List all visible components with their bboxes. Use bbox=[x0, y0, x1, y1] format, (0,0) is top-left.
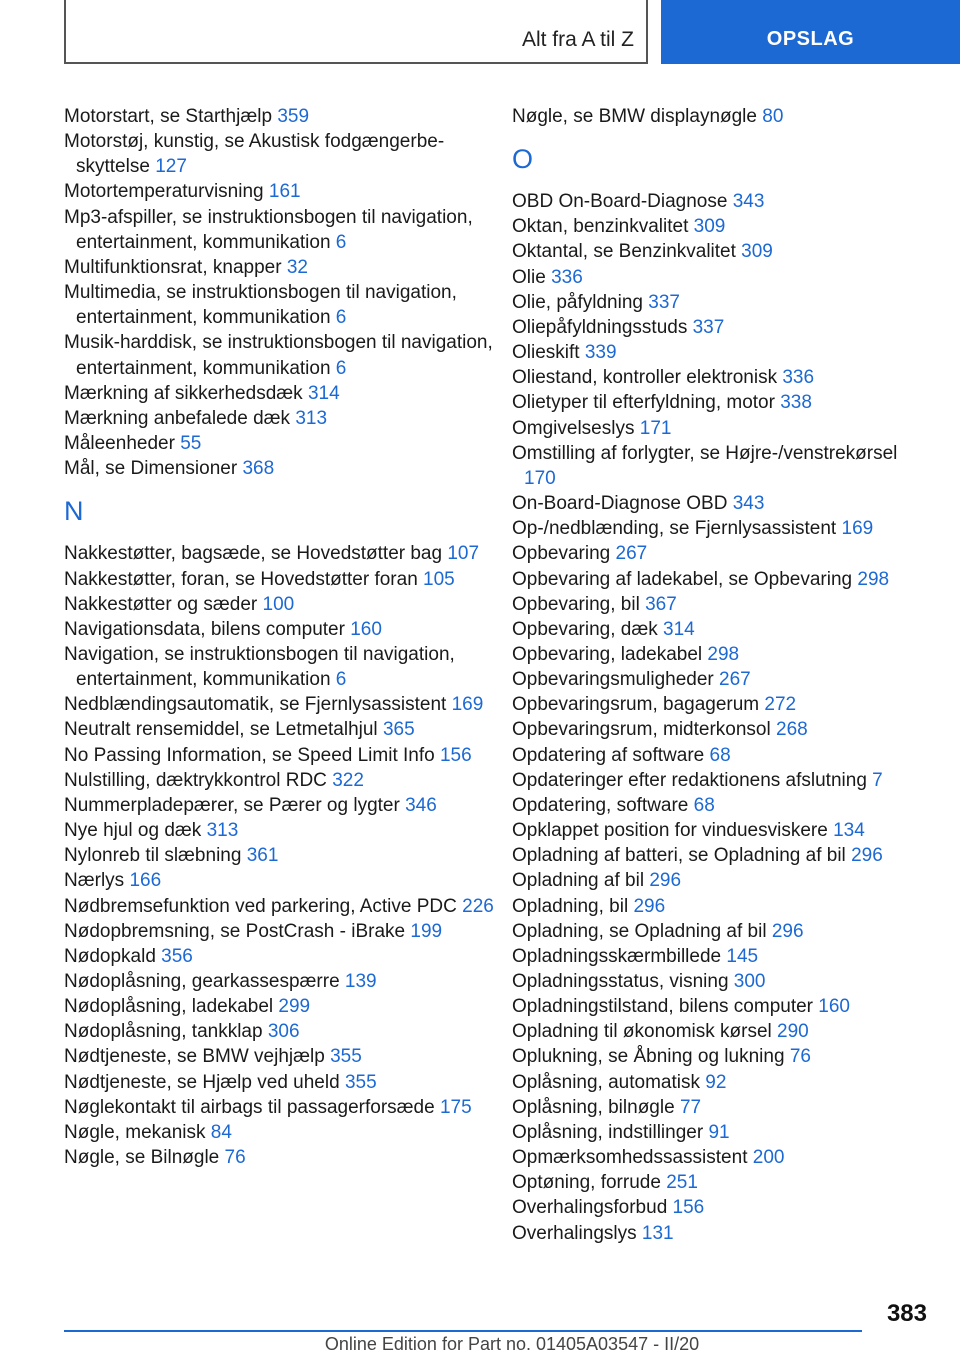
header-title-box bbox=[64, 0, 648, 64]
index-entry-text: Multimedia, se instruktionsbogen til navigation, entertainment, kommunikation bbox=[64, 282, 457, 329]
index-entry bbox=[64, 330, 504, 380]
index-entry bbox=[512, 793, 912, 818]
index-entry bbox=[64, 919, 504, 944]
index-entry bbox=[512, 768, 912, 793]
index-entry-text: Olietyper til efterfyldning, motor bbox=[512, 392, 775, 414]
page-reference-link[interactable]: 306 bbox=[267, 1021, 300, 1043]
page-reference-link[interactable]: 107 bbox=[447, 543, 480, 565]
page-reference-link[interactable]: 199 bbox=[410, 920, 443, 942]
index-entry bbox=[512, 1145, 912, 1170]
index-entry-text: Nøgle, se BMW displaynøgle bbox=[512, 106, 757, 127]
index-entry bbox=[64, 1145, 504, 1170]
index-entry bbox=[512, 491, 912, 516]
index-entry-text: Opbevaringsrum, bagagerum bbox=[512, 694, 760, 716]
index-entry-text: Nulstilling, dæktrykkontrol RDC bbox=[64, 769, 327, 791]
index-entry-text: Oplåsning, bilnøgle bbox=[512, 1096, 675, 1118]
index-entry bbox=[64, 431, 504, 456]
index-entry bbox=[64, 129, 504, 179]
page-reference-link[interactable]: 76 bbox=[224, 1147, 246, 1169]
index-entry-text: On-Board-Diagnose OBD bbox=[512, 493, 728, 515]
page-reference-link[interactable]: 251 bbox=[666, 1172, 698, 1194]
index-entry bbox=[512, 743, 912, 768]
page-reference-link[interactable]: 139 bbox=[344, 971, 377, 992]
index-entry-text: Mp3-afspiller, se instruktionsbogen til navigation, entertainment, kommunikation bbox=[64, 206, 473, 253]
page-reference-link[interactable]: 68 bbox=[693, 794, 715, 816]
index-entry-text: Opmærksomhedssassistent bbox=[512, 1147, 748, 1169]
index-entry bbox=[512, 239, 912, 264]
index-entry bbox=[512, 944, 912, 969]
index-entry-text: Opdatering af software bbox=[512, 744, 705, 766]
index-entry-text: Nødtjeneste, se BMW vejhjælp bbox=[64, 1046, 325, 1068]
index-entry-text: Mærkning anbefalede dæk bbox=[64, 407, 291, 429]
index-entry-text: Omgivelseslys bbox=[512, 417, 635, 439]
page-reference-link[interactable]: 356 bbox=[161, 945, 193, 967]
page-reference-link[interactable]: 300 bbox=[733, 971, 766, 992]
page-reference-link[interactable]: 84 bbox=[210, 1121, 232, 1143]
page-reference-link[interactable]: 55 bbox=[180, 433, 202, 455]
index-entry-text: Nøgle, mekanisk bbox=[64, 1121, 206, 1143]
page-reference-link[interactable]: 32 bbox=[286, 256, 308, 278]
index-entry-text: Musik-harddisk, se instruktionsbogen til navigation, entertainment, kommunikation bbox=[64, 332, 493, 379]
page-reference-link[interactable]: 267 bbox=[615, 543, 648, 565]
index-entry bbox=[512, 919, 912, 944]
index-entry bbox=[64, 1044, 504, 1069]
index-entry bbox=[64, 994, 504, 1019]
index-entry bbox=[64, 969, 504, 994]
section-letter: N bbox=[64, 496, 84, 527]
index-entry bbox=[512, 1221, 912, 1246]
index-entry-text: Opladning af batteri, se Opladning af bil bbox=[512, 845, 846, 867]
index-entry bbox=[512, 1195, 912, 1220]
page-reference-link[interactable]: 134 bbox=[833, 820, 865, 842]
index-entry-text: Oplåsning, indstillinger bbox=[512, 1121, 704, 1143]
page-reference-link[interactable]: 338 bbox=[780, 392, 812, 414]
section-letter: O bbox=[512, 144, 534, 175]
page-reference-link[interactable]: 314 bbox=[307, 382, 340, 404]
index-entry bbox=[512, 617, 912, 642]
page-reference-link[interactable]: 296 bbox=[851, 845, 883, 867]
page-reference-link[interactable]: 296 bbox=[633, 895, 666, 917]
index-entry bbox=[512, 1070, 912, 1095]
page-reference-link[interactable]: 175 bbox=[439, 1096, 472, 1118]
index-entry bbox=[64, 843, 504, 868]
index-entry-text: No Passing Information, se Speed Limit Info bbox=[64, 744, 435, 766]
index-entry bbox=[64, 894, 504, 919]
index-entry-text: Nøgle, se Bilnøgle bbox=[64, 1147, 220, 1169]
page-reference-link[interactable]: 131 bbox=[641, 1222, 674, 1244]
page-reference-link[interactable]: 6 bbox=[335, 357, 347, 379]
page-reference-link[interactable]: 355 bbox=[344, 1071, 377, 1093]
index-entry-text: Oliepåfyldningsstuds bbox=[512, 316, 688, 338]
page-reference-link[interactable]: 296 bbox=[649, 870, 682, 892]
header-title: Alt fra A til Z bbox=[521, 28, 634, 51]
page-reference-link[interactable]: 337 bbox=[692, 316, 725, 338]
index-entry bbox=[64, 381, 504, 406]
index-entry bbox=[512, 441, 912, 491]
page-reference-link[interactable]: 6 bbox=[335, 669, 347, 691]
index-entry bbox=[512, 541, 912, 566]
index-entry-text: Nakkestøtter, foran, se Hovedstøtter foran bbox=[64, 568, 418, 590]
index-entry bbox=[64, 280, 504, 330]
index-entry-text: Nødoplåsning, tankklap bbox=[64, 1021, 263, 1043]
index-entry-text: Opladningsstatus, visning bbox=[512, 971, 729, 992]
index-entry-text: Opbevaring, ladekabel bbox=[512, 643, 703, 665]
index-entry bbox=[512, 214, 912, 239]
index-entry-text: Nødopkald bbox=[64, 945, 156, 967]
footer-divider bbox=[64, 1330, 862, 1332]
page-reference-link[interactable]: 299 bbox=[278, 996, 311, 1018]
index-entry bbox=[512, 667, 912, 692]
page-reference-link[interactable]: 298 bbox=[857, 568, 890, 590]
page-reference-link[interactable]: 314 bbox=[663, 618, 695, 640]
page-reference-link[interactable]: 156 bbox=[439, 744, 472, 766]
page-reference-link[interactable]: 322 bbox=[332, 769, 364, 791]
page-reference-link[interactable]: 361 bbox=[246, 845, 279, 867]
index-entry-text: Navigationsdata, bilens computer bbox=[64, 618, 345, 640]
page-reference-link[interactable]: 267 bbox=[719, 669, 751, 691]
index-entry bbox=[64, 592, 504, 617]
page-reference-link[interactable]: 359 bbox=[277, 106, 310, 127]
index-entry-text: Opladning, bil bbox=[512, 895, 629, 917]
index-entry bbox=[512, 868, 912, 893]
index-entry bbox=[512, 692, 912, 717]
index-entry-text: Opbevaring bbox=[512, 543, 611, 565]
index-entry-text: Nødbremsefunktion ved parkering, Active PDC bbox=[64, 895, 457, 917]
index-entry bbox=[64, 541, 504, 566]
page-reference-link[interactable]: 339 bbox=[584, 342, 617, 364]
page-reference-link[interactable]: 6 bbox=[335, 307, 347, 329]
index-entry bbox=[64, 868, 504, 893]
index-entry bbox=[64, 818, 504, 843]
tab-opslag-label: OPSLAG bbox=[766, 28, 855, 50]
index-entry-text: Opladningsskærmbillede bbox=[512, 945, 722, 967]
index-entry-text: Opbevaringsrum, midterkonsol bbox=[512, 719, 771, 741]
page-reference-link[interactable]: 145 bbox=[726, 945, 759, 967]
index-entry-text: Overhalingslys bbox=[512, 1222, 637, 1244]
index-entry-text: Måleenheder bbox=[64, 433, 175, 455]
page-reference-link[interactable]: 166 bbox=[129, 870, 162, 892]
index-entry-text: Nødtjeneste, se Hjælp ved uheld bbox=[64, 1071, 340, 1093]
index-entry-text: Nakkestøtter, bagsæde, se Hovedstøtter bag bbox=[64, 543, 443, 565]
index-entry bbox=[512, 189, 912, 214]
index-entry-text: Opladningstilstand, bilens computer bbox=[512, 996, 814, 1018]
index-entry-text: Opladning, se Opladning af bil bbox=[512, 920, 767, 942]
page-reference-link[interactable]: 91 bbox=[708, 1121, 730, 1143]
index-entry bbox=[64, 692, 504, 717]
page-reference-link[interactable]: 272 bbox=[764, 694, 797, 716]
index-entry bbox=[512, 315, 912, 340]
page-reference-link[interactable]: 169 bbox=[451, 694, 484, 716]
index-entry bbox=[512, 642, 912, 667]
index-entry-text: Multifunktionsrat, knapper bbox=[64, 256, 282, 278]
page-reference-link[interactable]: 6 bbox=[335, 231, 347, 253]
index-entry-text: Nummerpladepærer, se Pærer og lygter bbox=[64, 794, 400, 816]
page-reference-link[interactable]: 343 bbox=[732, 493, 765, 515]
index-entry-text: Oliestand, kontroller elektronisk bbox=[512, 367, 778, 389]
index-entry-text: Nøglekontakt til airbags til passagerforsæde bbox=[64, 1096, 435, 1118]
page-reference-link[interactable]: 367 bbox=[645, 593, 677, 615]
index-entry-text: Neutralt rensemiddel, se Letmetalhjul bbox=[64, 719, 378, 741]
page-reference-link[interactable]: 156 bbox=[672, 1197, 705, 1219]
index-entry bbox=[64, 1019, 504, 1044]
page-reference-link[interactable]: 365 bbox=[382, 719, 415, 741]
index-entry-text: Motorstart, se Starthjælp bbox=[64, 106, 273, 127]
index-entry-text: Motortemperaturvisning bbox=[64, 181, 264, 203]
page-reference-link[interactable]: 127 bbox=[155, 156, 187, 178]
index-entry-text: Navigation, se instruktionsbogen til navigation, entertainment, kommunikation bbox=[64, 643, 455, 691]
page-reference-link[interactable]: 226 bbox=[462, 895, 494, 917]
page-reference-link[interactable]: 337 bbox=[648, 291, 680, 313]
index-entry-text: Mærkning af sikkerhedsdæk bbox=[64, 382, 303, 404]
index-entry bbox=[512, 1044, 912, 1069]
index-entry-text: Motorstøj, kunstig, se Akustisk fodgængerbeskyttelse bbox=[64, 131, 445, 178]
index-entry-text: OBD On-Board-Diagnose bbox=[512, 191, 728, 213]
index-entry bbox=[512, 592, 912, 617]
index-entry-text: Nedblændingsautomatik, se Fjernlysassistent bbox=[64, 694, 447, 716]
index-entry bbox=[512, 717, 912, 742]
index-entry-text: Opbevaring af ladekabel, se Opbevaring bbox=[512, 568, 853, 590]
page-reference-link[interactable]: 76 bbox=[789, 1046, 811, 1068]
page-reference-link[interactable]: 68 bbox=[709, 744, 731, 766]
index-entry bbox=[512, 416, 912, 441]
index-entry bbox=[512, 1120, 912, 1145]
index-entry bbox=[64, 255, 504, 280]
index-entry-text: Nylonreb til slæbning bbox=[64, 845, 242, 867]
page-number: 383 bbox=[886, 1300, 927, 1327]
page-reference-link[interactable]: 313 bbox=[295, 407, 328, 429]
index-entry-text: Opbevaring, bil bbox=[512, 593, 640, 615]
page-reference-link[interactable]: 100 bbox=[262, 593, 295, 615]
page-reference-link[interactable]: 313 bbox=[206, 820, 239, 842]
page-reference-link[interactable]: 105 bbox=[423, 568, 455, 590]
page-reference-link[interactable]: 309 bbox=[693, 216, 726, 238]
page-reference-link[interactable]: 160 bbox=[818, 996, 850, 1018]
index-entry bbox=[64, 179, 504, 204]
index-entry bbox=[512, 265, 912, 290]
index-entry bbox=[64, 1095, 504, 1120]
page-reference-link[interactable]: 80 bbox=[762, 106, 784, 127]
index-entry-text: Opklappet position for vinduesviskere bbox=[512, 820, 828, 842]
index-entry bbox=[512, 969, 912, 994]
index-entry bbox=[512, 1170, 912, 1195]
page-reference-link[interactable]: 92 bbox=[705, 1071, 727, 1093]
index-entry bbox=[64, 104, 504, 129]
index-entry-text: Olie, påfyldning bbox=[512, 291, 643, 313]
page-reference-link[interactable]: 355 bbox=[330, 1046, 362, 1068]
index-entry bbox=[64, 944, 504, 969]
index-entry bbox=[64, 743, 504, 768]
index-column-right bbox=[512, 104, 912, 1246]
index-entry bbox=[512, 994, 912, 1019]
page-reference-link[interactable]: 296 bbox=[771, 920, 804, 942]
page-reference-link[interactable]: 77 bbox=[679, 1096, 702, 1118]
index-entry-text: Op-/nedblænding, se Fjernlysassistent bbox=[512, 518, 837, 540]
index-entry-text: Oplåsning, automatisk bbox=[512, 1071, 700, 1093]
index-entry bbox=[512, 818, 912, 843]
page-reference-link[interactable]: 290 bbox=[777, 1021, 809, 1043]
index-entry bbox=[64, 717, 504, 742]
index-entry bbox=[64, 406, 504, 431]
page-reference-link[interactable]: 160 bbox=[350, 618, 382, 640]
page-reference-link[interactable]: 343 bbox=[732, 191, 765, 213]
page-reference-link[interactable]: 298 bbox=[707, 643, 740, 665]
index-entry-text: Nakkestøtter og sæder bbox=[64, 593, 258, 615]
tab-opslag[interactable] bbox=[661, 0, 960, 64]
index-entry-text: Nye hjul og dæk bbox=[64, 820, 202, 842]
index-entry-text: Oktantal, se Benzinkvalitet bbox=[512, 241, 736, 263]
index-entry bbox=[64, 205, 504, 255]
index-entry bbox=[512, 390, 912, 415]
index-entry-text: Opbevaring, dæk bbox=[512, 618, 658, 640]
index-entry-text: Nødopbremsning, se PostCrash - iBrake bbox=[64, 920, 406, 942]
index-entry bbox=[64, 456, 504, 481]
index-entry-text: Oplukning, se Åbning og lukning bbox=[512, 1046, 785, 1068]
index-entry bbox=[512, 516, 912, 541]
page-reference-link[interactable]: 161 bbox=[268, 181, 301, 203]
page-reference-link[interactable]: 200 bbox=[752, 1147, 785, 1169]
page-reference-link[interactable]: 268 bbox=[776, 719, 808, 741]
index-entry bbox=[64, 1070, 504, 1095]
index-entry bbox=[512, 365, 912, 390]
index-entry bbox=[512, 843, 912, 868]
index-entry-text: Overhalingsforbud bbox=[512, 1197, 668, 1219]
page-reference-link[interactable]: 309 bbox=[741, 241, 773, 263]
index-entry-text: Mål, se Dimensioner bbox=[64, 458, 238, 480]
index-entry-text: Opladning til økonomisk kørsel bbox=[512, 1021, 772, 1043]
index-entry bbox=[64, 793, 504, 818]
index-entry-text: Olie bbox=[512, 266, 546, 288]
index-entry bbox=[512, 567, 912, 592]
page-reference-link[interactable]: 170 bbox=[524, 467, 556, 489]
index-entry bbox=[512, 340, 912, 365]
index-entry bbox=[512, 1095, 912, 1120]
footer-edition: Online Edition for Part no. 01405A03547 - II/20 bbox=[324, 1334, 700, 1354]
index-column-left bbox=[64, 104, 504, 1170]
index-entry-text: Optøning, forrude bbox=[512, 1172, 661, 1194]
index-entry-text: Opdatering, software bbox=[512, 794, 689, 816]
index-entry bbox=[512, 894, 912, 919]
index-entry bbox=[64, 567, 504, 592]
page-reference-link[interactable]: 171 bbox=[639, 417, 672, 439]
index-entry-text: Opladning af bil bbox=[512, 870, 645, 892]
index-entry-text: Omstilling af forlygter, se Højre-/venstrekørsel bbox=[512, 442, 898, 464]
page-reference-link[interactable]: 7 bbox=[872, 769, 883, 791]
page-reference-link[interactable]: 336 bbox=[782, 367, 815, 389]
index-entry bbox=[64, 617, 504, 642]
index-entry bbox=[512, 1019, 912, 1044]
page-reference-link[interactable]: 368 bbox=[242, 458, 275, 480]
index-entry bbox=[64, 1120, 504, 1145]
index-entry bbox=[512, 104, 912, 129]
index-entry-text: Nødoplåsning, ladekabel bbox=[64, 996, 274, 1018]
index-entry bbox=[64, 642, 504, 692]
index-entry-text: Opbevaringsmuligheder bbox=[512, 669, 714, 691]
index-entry-text: Olieskift bbox=[512, 342, 580, 364]
index-entry-text: Opdateringer efter redaktionens afslutning bbox=[512, 769, 867, 791]
page-reference-link[interactable]: 169 bbox=[841, 518, 874, 540]
index-entry-text: Nærlys bbox=[64, 870, 125, 892]
index-entry-text: Oktan, benzinkvalitet bbox=[512, 216, 689, 238]
page-reference-link[interactable]: 336 bbox=[551, 266, 583, 288]
index-entry-text: Nødoplåsning, gearkassespærre bbox=[64, 971, 340, 992]
index-entry bbox=[512, 290, 912, 315]
index-entry bbox=[64, 768, 504, 793]
page-reference-link[interactable]: 346 bbox=[405, 794, 437, 816]
